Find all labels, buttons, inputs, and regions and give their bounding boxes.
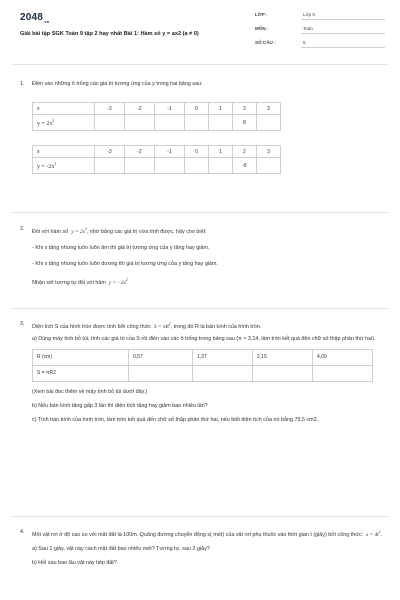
sub-question: - Khi x tăng nhưng luôn luôn dương thì giá trị tương ứng của y tăng hay giảm. bbox=[32, 260, 219, 267]
question-text: Một vật rơi ở độ cao so với mặt đất là 100m. Quãng đường chuyển động s( mét) của vật rơi phụ thuộc vào thời gian t (giây) bởi công thức: $s = 4t^2$. bbox=[32, 530, 382, 538]
question-number: 4. bbox=[20, 529, 25, 535]
table-cell[interactable] bbox=[257, 158, 281, 174]
question-text: Đối với hàm số $y = 2x^2$, nhờ bảng các giá trị vừa tính được, hãy cho biết: bbox=[32, 227, 207, 235]
table-cell: -1 bbox=[155, 103, 185, 115]
meta-value: Toán bbox=[303, 26, 313, 31]
sub-question-b: b) Nếu bán kính tăng gấp 3 lần thì diện tích tăng hay giảm bao nhiêu lần? bbox=[32, 402, 208, 409]
table-cell[interactable] bbox=[95, 158, 125, 174]
table-cell: 4,09 bbox=[313, 349, 373, 365]
question-number: 2. bbox=[20, 226, 25, 232]
meta-underline bbox=[301, 19, 385, 20]
sub-question-c: c) Tính bán kính của hình tròn, làm tròn kết quả đến chữ số thập phân thứ hai, nếu biết diện tích của nó bằng 79,5 cm2. bbox=[32, 416, 319, 423]
value-table-2 bbox=[32, 145, 281, 174]
table-cell: 3 bbox=[257, 103, 281, 115]
table-row bbox=[33, 103, 281, 115]
table-header-cell: R (cm) bbox=[33, 349, 129, 365]
table-cell: 1 bbox=[209, 146, 233, 158]
radius-area-table bbox=[32, 349, 373, 382]
table-cell: 2 bbox=[233, 103, 257, 115]
table-cell[interactable] bbox=[95, 115, 125, 131]
sub-question: Nhận xét tương tự đối với hàm y = - $2x^2$ bbox=[32, 277, 128, 286]
table-cell[interactable] bbox=[125, 115, 155, 131]
table-cell[interactable] bbox=[125, 158, 155, 174]
meta-value: Lớp 9 bbox=[303, 12, 315, 17]
table-cell: -2 bbox=[125, 146, 155, 158]
question-text: Diện tích S của hình tròn được tính bởi công thức $S = \pi R^2$, trong đó R là bán kính của hình tròn. bbox=[32, 322, 262, 330]
question-4 bbox=[20, 528, 382, 567]
question-3 bbox=[20, 320, 382, 424]
table-cell[interactable] bbox=[193, 365, 253, 381]
table-row bbox=[33, 115, 281, 131]
question-number: 3. bbox=[20, 321, 25, 327]
table-header-cell: x bbox=[33, 146, 95, 158]
table-row bbox=[33, 365, 373, 381]
table-cell: 1 bbox=[209, 103, 233, 115]
sub-question: - Khi x tăng nhưng luôn luôn âm thì giá trị tương ứng của y tăng hay giảm. bbox=[32, 244, 210, 251]
meta-underline bbox=[301, 47, 385, 48]
table-cell: 3 bbox=[257, 146, 281, 158]
table-cell[interactable] bbox=[129, 365, 193, 381]
table-cell[interactable] bbox=[253, 365, 313, 381]
motion-formula: $s = 4t^2$ bbox=[366, 530, 381, 538]
table-cell[interactable] bbox=[209, 158, 233, 174]
table-header-cell: S = πR2 bbox=[33, 365, 129, 381]
sub-question-a: a) Sau 1 giây, vật này cách mặt đất bao nhiêu mét? Tương tự, sau 2 giây? bbox=[32, 545, 210, 552]
table-cell: 0 bbox=[185, 146, 209, 158]
table-cell: 2 bbox=[233, 146, 257, 158]
table-header-cell: $y = -2x^2$ bbox=[33, 158, 95, 174]
table-cell: 0,57 bbox=[129, 349, 193, 365]
table-cell[interactable] bbox=[185, 115, 209, 131]
table-cell: 8 bbox=[233, 115, 257, 131]
table-row bbox=[33, 158, 281, 174]
sub-question-b: b) Hỏi sau bao lâu vật này tiếp đất? bbox=[32, 559, 117, 566]
section-divider bbox=[12, 212, 388, 213]
sub-question-a: a) Dùng máy tính bỏ túi, tính các giá trị của S rồi điền vào các ô trống trong bảng sau (π ≈ 3,14, làm tròn kết quả đến chữ số thập phân thứ hai). bbox=[32, 335, 376, 342]
question-2 bbox=[20, 225, 382, 287]
note-text: (Xem bài đọc thêm về máy tính bỏ túi dưới đây.) bbox=[32, 388, 148, 395]
header-divider bbox=[12, 64, 388, 65]
table-cell: -2 bbox=[125, 103, 155, 115]
table-cell: 2,15 bbox=[253, 349, 313, 365]
table-cell: -8 bbox=[233, 158, 257, 174]
table-cell[interactable] bbox=[257, 115, 281, 131]
table-cell: -3 bbox=[95, 103, 125, 115]
table-cell: 1,37 bbox=[193, 349, 253, 365]
table-cell[interactable] bbox=[209, 115, 233, 131]
meta-label: LỚP : bbox=[255, 12, 268, 17]
meta-label: MÔN : bbox=[255, 26, 269, 31]
question-number: 1. bbox=[20, 81, 25, 87]
function-formula: $y = 2x^2$ bbox=[71, 227, 87, 235]
question-text: Điền vào những ô trống các giá trị tương ứng của y trong hai bảng sau: bbox=[32, 81, 203, 87]
table-row bbox=[33, 146, 281, 158]
table-cell[interactable] bbox=[155, 115, 185, 131]
section-divider bbox=[12, 308, 388, 309]
site-logo[interactable]: $2048_{.vn}$ bbox=[20, 12, 50, 24]
table-header-cell: x bbox=[33, 103, 95, 115]
function-formula: y = - $2x^2$ bbox=[108, 277, 128, 286]
document-header bbox=[20, 10, 385, 60]
section-divider bbox=[12, 516, 388, 517]
area-formula: $S = \pi R^2$ bbox=[153, 322, 171, 330]
meta-label: SỐ CÂU : bbox=[255, 40, 276, 45]
table-cell[interactable] bbox=[185, 158, 209, 174]
table-cell: 0 bbox=[185, 103, 209, 115]
value-table-1 bbox=[32, 102, 281, 131]
meta-underline bbox=[301, 33, 385, 34]
question-1 bbox=[20, 80, 382, 174]
table-header-cell: $y = 2x^2$ bbox=[33, 115, 95, 131]
table-cell[interactable] bbox=[313, 365, 373, 381]
table-cell[interactable] bbox=[155, 158, 185, 174]
table-cell: -3 bbox=[95, 146, 125, 158]
table-row bbox=[33, 349, 373, 365]
table-cell: -1 bbox=[155, 146, 185, 158]
meta-value: 5 bbox=[303, 40, 306, 45]
document-title: Giải bài tập SGK Toán 9 tập 2 hay nhất Bài 1: Hàm số y = ax2 (a ≠ 0) bbox=[20, 31, 199, 37]
